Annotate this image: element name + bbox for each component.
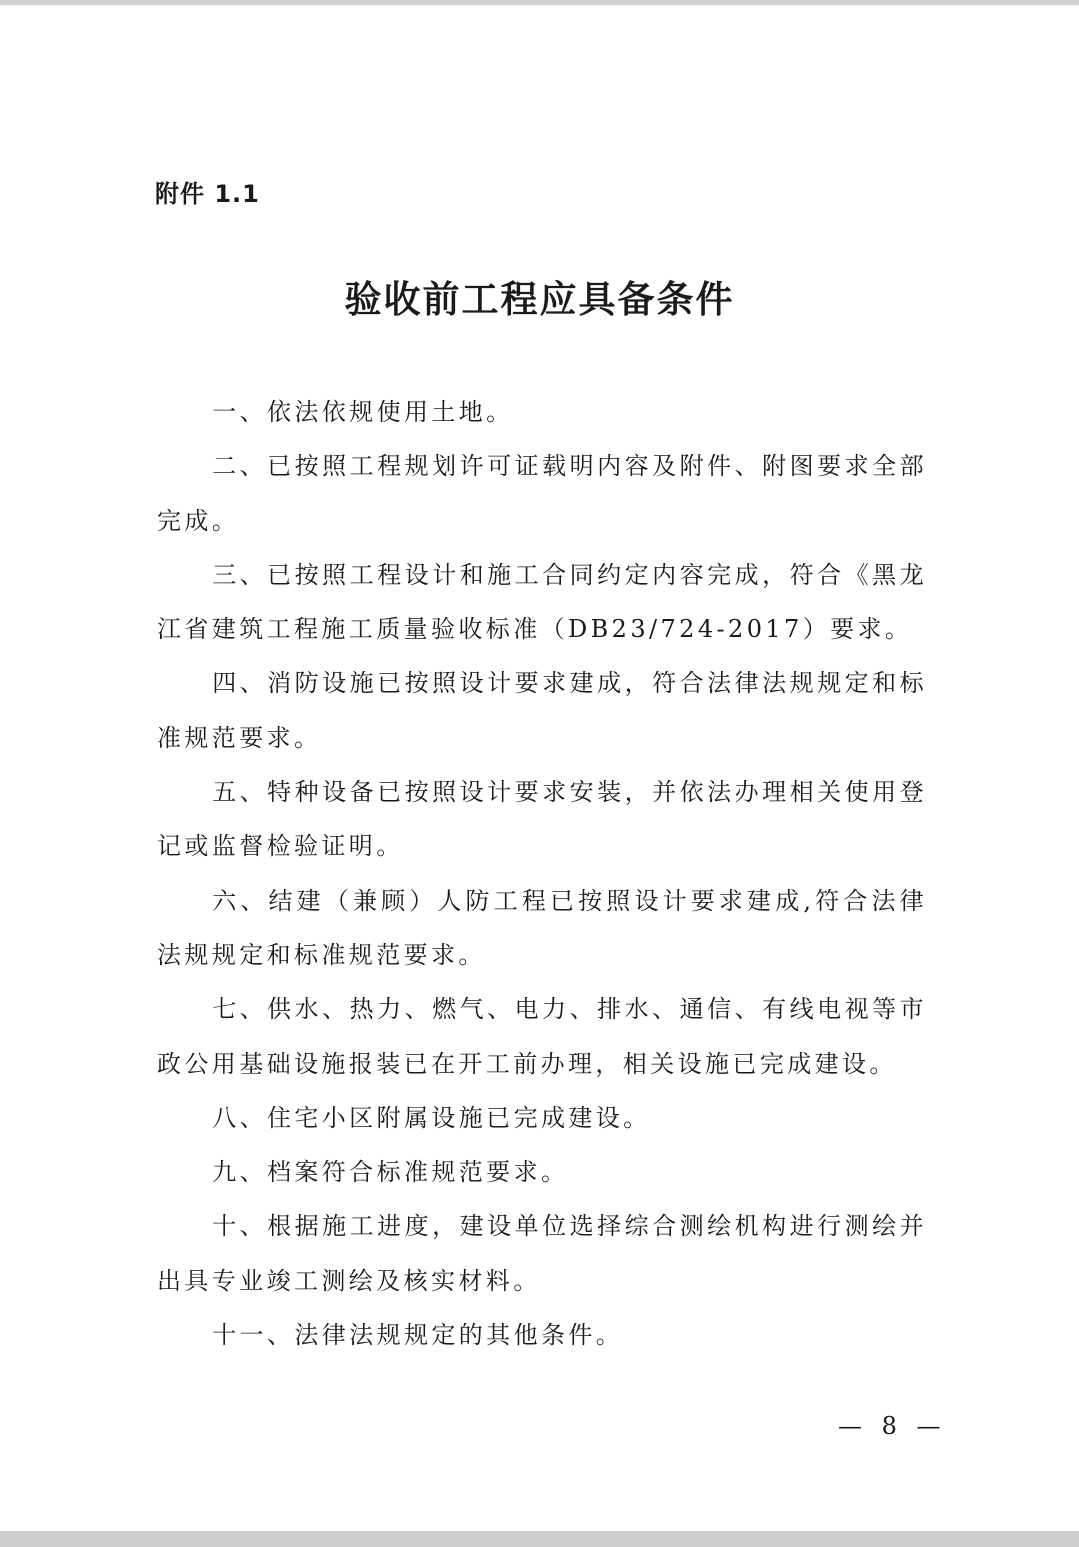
clause-3: 三、已按照工程设计和施工合同约定内容完成，符合《黑龙江省建筑工程施工质量验收标准（DB23/724-2017）要求。 xyxy=(157,560,927,644)
clause-1: 一、依法依规使用土地。 xyxy=(212,398,514,426)
clause-list xyxy=(157,385,927,1362)
page-number: — 8 — xyxy=(838,1412,947,1440)
clause-2: 二、已按照工程规划许可证载明内容及附件、附图要求全部完成。 xyxy=(157,452,927,535)
clause-10: 十、根据施工进度，建设单位选择综合测绘机构进行测绘并出具专业竣工测绘及核实材料。 xyxy=(157,1212,927,1295)
clause-5: 五、特种设备已按照设计要求安装，并依法办理相关使用登记或监督检验证明。 xyxy=(157,778,927,861)
clause-6: 六、结建（兼顾）人防工程已按照设计要求建成,符合法律法规规定和标准规范要求。 xyxy=(157,886,927,969)
page-top-edge xyxy=(0,0,1079,5)
clause-9: 九、档案符合标准规范要求。 xyxy=(212,1158,569,1187)
document-title: 验收前工程应具备条件 xyxy=(344,278,735,321)
clause-11: 十一、法律法规规定的其他条件。 xyxy=(212,1321,624,1350)
clause-8: 八、住宅小区附属设施已完成建设。 xyxy=(212,1103,651,1132)
clause-7: 七、供水、热力、燃气、电力、排水、通信、有线电视等市政公用基础设施报装已在开工前办理，相关设施已完成建设。 xyxy=(157,995,927,1078)
attachment-label: 附件 1.1 xyxy=(155,180,260,208)
page-bottom-edge xyxy=(0,1531,1079,1547)
clause-4: 四、消防设施已按照设计要求建成，符合法律法规规定和标准规范要求。 xyxy=(157,669,927,752)
